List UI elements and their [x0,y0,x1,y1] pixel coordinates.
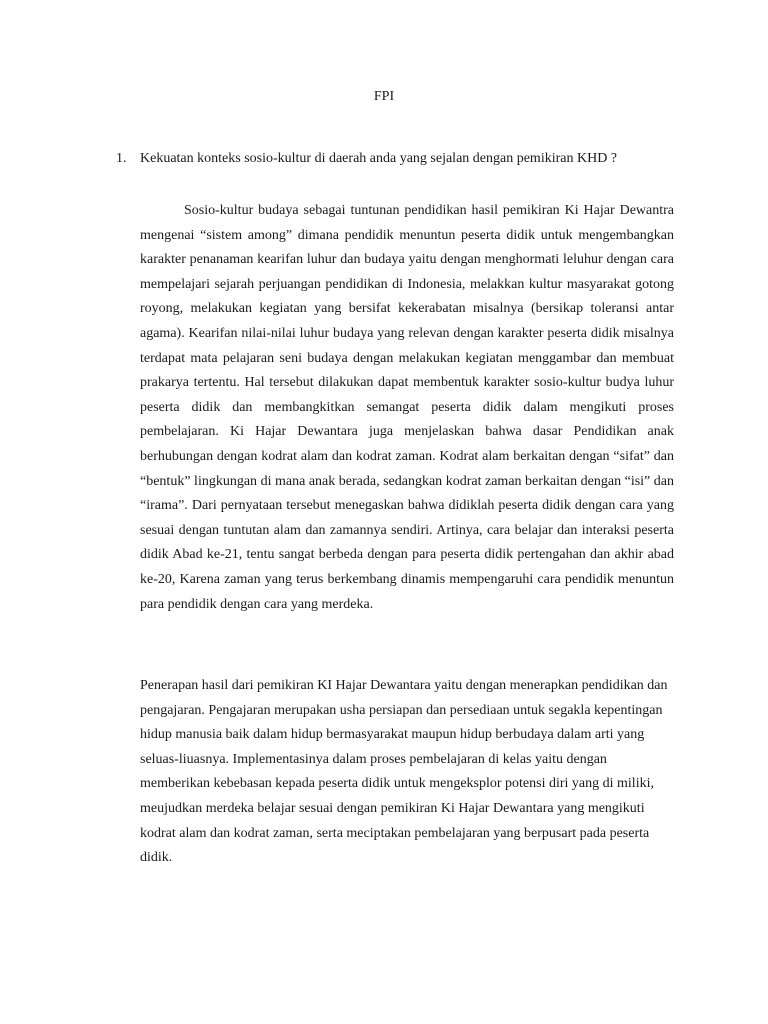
question-item [116,150,696,168]
document-title: FPI [373,89,395,104]
question-number: 1. [116,151,127,166]
answer-paragraph-1: Sosio-kultur budaya sebagai tuntunan pendidikan hasil pemikiran Ki Hajar Dewantra mengenai “sistem among” dimana pendidik menuntun peserta didik untuk mengembangkan karakter penanaman kearifan luhur dan budaya yaitu dengan menghormati leluhur dengan cara mempelajari sejarah perjuangan pendidikan di Indonesia, melakkan kultur masyarakat gotong royong, melakukan kegiatan yang bersifat kekerabatan misalnya (bersikap toleransi antar agama). Kearifan nilai-nilai luhur budaya yang relevan dengan karakter peserta didik misalnya terdapat mata pelajaran seni budaya dengan melakukan kegiatan menggambar dan membuat prakarya tertentu. Hal tersebut dilakukan dapat membentuk karakter sosio-kultur budya luhur peserta didik dan membangkitkan semangat peserta didik dalam mengikuti proses pembelajaran. Ki Hajar Dewantara juga menjelaskan bahwa dasar Pendidikan anak berhubungan dengan kodrat alam dan kodrat zaman. Kodrat alam berkaitan dengan “sifat” dan “bentuk” lingkungan di mana anak berada, sedangkan kodrat zaman berkaitan dengan “isi” dan “irama”. Dari pernyataan tersebut menegaskan bahwa didiklah peserta didik dengan cara yang sesuai dengan tuntutan alam dan zamannya sendiri. Artinya, cara belajar dan interaksi peserta didik Abad ke-21, tentu sangat berbeda dengan para peserta didik pertengahan dan akhir abad ke-20, Karena zaman yang terus berkembang dinamis mempengaruhi cara pendidik menuntun para pendidik dengan cara yang merdeka. [140,203,674,612]
answer-paragraph-2: Penerapan hasil dari pemikiran KI Hajar Dewantara yaitu dengan menerapkan pendidikan dan pengajaran. Pengajaran merupakan usha persiapan dan persediaan untuk segakla kepentingan hidup manusia baik dalam hidup bermasyarakat maupun hidup berbudaya dalam arti yang seluas-liuasnya. Implementasinya dalam proses pembelajaran di kelas yaitu dengan memberikan kebebasan kepada peserta didik untuk mengeksplor potensi diri yang di miliki, meujudkan merdeka belajar sesuai dengan pemikiran Ki Hajar Dewantara yang mengikuti kodrat alam dan kodrat zaman, serta meciptakan pembelajaran yang berpusart pada peserta didik. [140,678,668,866]
question-text: Kekuatan konteks sosio-kultur di daerah anda yang sejalan dengan pemikiran KHD ? [140,151,618,166]
